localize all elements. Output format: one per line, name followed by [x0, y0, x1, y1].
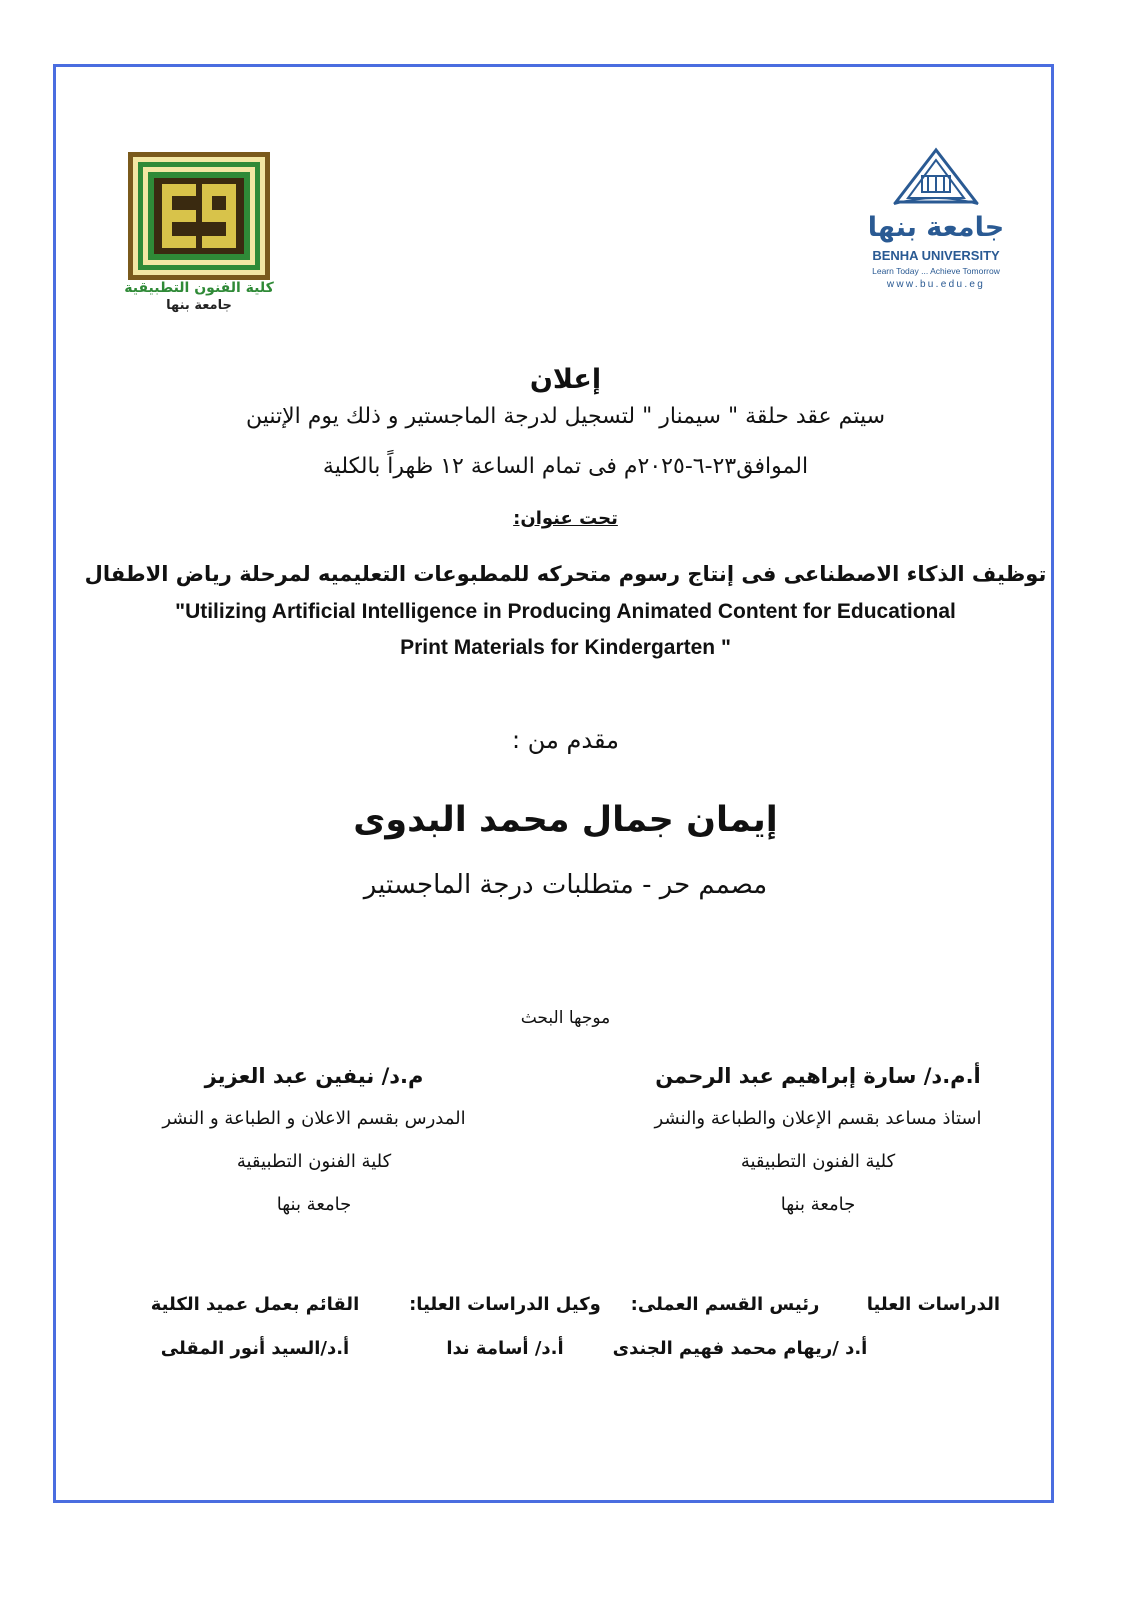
- faculty-logo: [128, 152, 270, 322]
- topic-english-line2: Print Materials for Kindergarten ": [400, 636, 731, 659]
- announcement-title: إعلان: [529, 364, 602, 395]
- grad-studies-label: الدراسات العليا: [866, 1294, 1000, 1315]
- announcement-line2: الموافق٢٣-٦-٢٠٢٥م فى تمام الساعة ١٢ ظهراً بالكلية: [322, 454, 809, 479]
- dean-title: القائم بعمل عميد الكلية: [150, 1294, 360, 1315]
- supervisor-left-title: المدرس بقسم الاعلان و الطباعة و النشر: [162, 1108, 466, 1129]
- supervisor-left-university: جامعة بنها: [276, 1194, 352, 1215]
- faculty-logo-university: جامعة بنها: [166, 298, 232, 313]
- supervisor-right-faculty: كلية الفنون التطبيقية: [740, 1151, 896, 1172]
- supervisor-right-name: أ.م.د/ سارة إبراهيم عبد الرحمن: [655, 1064, 981, 1088]
- supervisor-left: [104, 1064, 524, 1237]
- dept-head-title: رئيس القسم العملى:: [630, 1294, 820, 1315]
- dean-name: أ.د/السيد أنور المقلى: [160, 1338, 350, 1359]
- under-title-label: تحت عنوان:: [513, 508, 618, 529]
- candidate-name: إيمان جمال محمد البدوى: [353, 800, 778, 840]
- topic-arabic: توظيف الذكاء الاصطناعى فى إنتاج رسوم متحركه للمطبوعات التعليميه لمرحلة رياض الاطفال: [84, 562, 1047, 586]
- supervisor-right-title: استاذ مساعد بقسم الإعلان والطباعة والنشر: [654, 1108, 982, 1129]
- benha-name-ar: جامعة بنها: [867, 212, 1005, 243]
- supervisor-right-university: جامعة بنها: [780, 1194, 856, 1215]
- presented-by-label: مقدم من :: [512, 726, 619, 754]
- vice-dean-name: أ.د/ أسامة ندا: [446, 1338, 564, 1359]
- vice-dean-title: وكيل الدراسات العليا:: [409, 1294, 601, 1315]
- benha-name-en: BENHA UNIVERSITY: [872, 248, 1000, 263]
- announcement-line1: سيتم عقد حلقة " سيمنار " لتسجيل لدرجة الماجستير و ذلك يوم الإتنين: [245, 404, 886, 429]
- topic-english-line1: "Utilizing Artificial Intelligence in Producing Animated Content for Educational: [175, 600, 956, 623]
- faculty-logo-text: كلية الفنون التطبيقية: [124, 280, 274, 296]
- candidate-description: مصمم حر - متطلبات درجة الماجستير: [363, 870, 768, 900]
- benha-url: www.bu.edu.eg: [886, 279, 986, 290]
- benha-tagline: Learn Today ... Achieve Tomorrow: [872, 266, 1000, 276]
- dept-head-name: أ.د /ريهام محمد فهيم الجندى: [612, 1338, 868, 1359]
- supervisor-left-name: م.د/ نيفين عبد العزيز: [204, 1064, 424, 1088]
- supervisor-left-faculty: كلية الفنون التطبيقية: [236, 1151, 392, 1172]
- supervisor-right: [608, 1064, 1028, 1237]
- supervisors-heading: موجها البحث: [520, 1008, 611, 1028]
